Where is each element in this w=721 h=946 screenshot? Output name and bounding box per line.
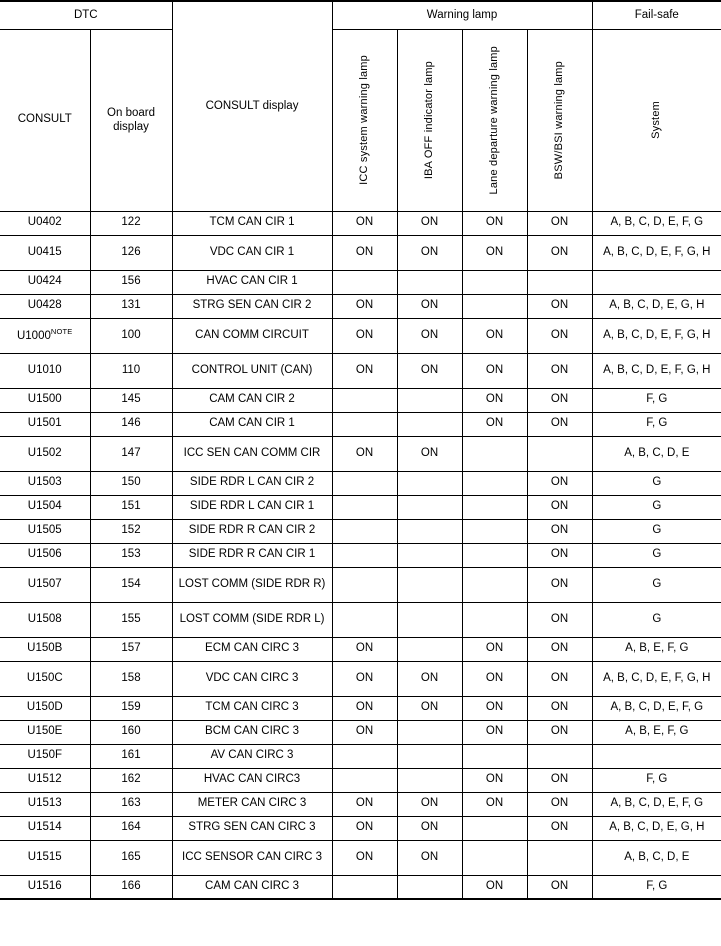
note-superscript: NOTE xyxy=(50,326,73,336)
cell-lamp-iba: ON xyxy=(397,318,462,353)
cell-lamp-icc xyxy=(332,875,397,899)
cell-consult-code: U1505 xyxy=(0,519,90,543)
cell-lamp-bsw xyxy=(527,744,592,768)
cell-lamp-bsw: ON xyxy=(527,471,592,495)
cell-lamp-icc: ON xyxy=(332,436,397,471)
cell-consult-code: U1515 xyxy=(0,840,90,875)
cell-lamp-icc: ON xyxy=(332,235,397,270)
cell-lamp-iba: ON xyxy=(397,792,462,816)
cell-lamp-bsw: ON xyxy=(527,412,592,436)
cell-lamp-lane: ON xyxy=(462,696,527,720)
cell-lamp-icc xyxy=(332,471,397,495)
cell-lamp-lane xyxy=(462,744,527,768)
cell-consult-code: U1508 xyxy=(0,602,90,637)
cell-lamp-icc xyxy=(332,519,397,543)
cell-onboard-display: 158 xyxy=(90,661,172,696)
cell-lamp-icc: ON xyxy=(332,294,397,318)
cell-onboard-display: 145 xyxy=(90,388,172,412)
cell-consult-display: CONTROL UNIT (CAN) xyxy=(172,353,332,388)
cell-lamp-bsw: ON xyxy=(527,495,592,519)
cell-consult-code: U1516 xyxy=(0,875,90,899)
cell-fail-safe-system: A, B, C, D, E, F, G xyxy=(592,696,721,720)
cell-consult-code: U1000$^{NOTE}$ xyxy=(0,318,90,353)
table-row xyxy=(0,388,721,412)
cell-consult-code: U1506 xyxy=(0,543,90,567)
cell-consult-code: U1507 xyxy=(0,567,90,602)
cell-consult-display: CAN COMM CIRCUIT xyxy=(172,318,332,353)
header-system-label: System xyxy=(650,101,663,139)
cell-onboard-display: 165 xyxy=(90,840,172,875)
cell-fail-safe-system: A, B, C, D, E, F, G, H xyxy=(592,353,721,388)
cell-lamp-icc xyxy=(332,270,397,294)
cell-fail-safe-system: A, B, E, F, G xyxy=(592,720,721,744)
cell-fail-safe-system: A, B, C, D, E xyxy=(592,840,721,875)
cell-consult-display: ECM CAN CIRC 3 xyxy=(172,637,332,661)
cell-onboard-display: 166 xyxy=(90,875,172,899)
cell-lamp-bsw: ON xyxy=(527,543,592,567)
cell-lamp-lane xyxy=(462,840,527,875)
cell-lamp-lane: ON xyxy=(462,720,527,744)
cell-lamp-bsw: ON xyxy=(527,875,592,899)
cell-lamp-bsw: ON xyxy=(527,816,592,840)
cell-lamp-lane xyxy=(462,270,527,294)
cell-lamp-iba: ON xyxy=(397,840,462,875)
cell-fail-safe-system: G xyxy=(592,519,721,543)
cell-consult-code: U150D xyxy=(0,696,90,720)
table-row xyxy=(0,471,721,495)
cell-lamp-bsw: ON xyxy=(527,567,592,602)
cell-lamp-iba xyxy=(397,744,462,768)
cell-lamp-lane xyxy=(462,436,527,471)
cell-lamp-icc xyxy=(332,495,397,519)
header-lamp-icc-label: ICC system warning lamp xyxy=(358,55,371,185)
header-lamp-iba-label: IBA OFF indicator lamp xyxy=(423,60,436,180)
cell-lamp-iba: ON xyxy=(397,235,462,270)
cell-lamp-lane: ON xyxy=(462,353,527,388)
cell-fail-safe-system: A, B, C, D, E, F, G xyxy=(592,792,721,816)
cell-lamp-iba xyxy=(397,720,462,744)
cell-onboard-display: 152 xyxy=(90,519,172,543)
cell-lamp-bsw: ON xyxy=(527,696,592,720)
header-lamp-lane-departure xyxy=(462,29,527,211)
table-row xyxy=(0,519,721,543)
cell-lamp-iba: ON xyxy=(397,211,462,235)
table-row xyxy=(0,436,721,471)
cell-onboard-display: 156 xyxy=(90,270,172,294)
table-row xyxy=(0,543,721,567)
cell-fail-safe-system: G xyxy=(592,471,721,495)
cell-fail-safe-system xyxy=(592,270,721,294)
cell-consult-code: U150C xyxy=(0,661,90,696)
table-row xyxy=(0,412,721,436)
cell-lamp-lane: ON xyxy=(462,792,527,816)
cell-lamp-icc xyxy=(332,602,397,637)
cell-consult-display: ICC SENSOR CAN CIRC 3 xyxy=(172,840,332,875)
cell-consult-display: VDC CAN CIR 1 xyxy=(172,235,332,270)
table-row xyxy=(0,294,721,318)
table-row xyxy=(0,875,721,899)
header-group-fail-safe: Fail-safe xyxy=(592,1,721,29)
cell-fail-safe-system: A, B, C, D, E, F, G, H xyxy=(592,661,721,696)
cell-onboard-display: 159 xyxy=(90,696,172,720)
cell-lamp-lane: ON xyxy=(462,211,527,235)
cell-fail-safe-system: A, B, C, D, E, G, H xyxy=(592,816,721,840)
cell-lamp-lane: ON xyxy=(462,318,527,353)
header-lamp-lane-departure-label: Lane departure warning lamp xyxy=(488,45,501,195)
cell-onboard-display: 100 xyxy=(90,318,172,353)
cell-consult-code: U1514 xyxy=(0,816,90,840)
cell-consult-display: TCM CAN CIRC 3 xyxy=(172,696,332,720)
cell-consult-display: SIDE RDR R CAN CIR 1 xyxy=(172,543,332,567)
cell-lamp-icc: ON xyxy=(332,353,397,388)
table-header xyxy=(0,1,721,211)
cell-consult-display: SIDE RDR L CAN CIR 2 xyxy=(172,471,332,495)
header-consult: CONSULT xyxy=(0,29,90,211)
cell-onboard-display: 131 xyxy=(90,294,172,318)
cell-lamp-bsw xyxy=(527,436,592,471)
cell-lamp-bsw xyxy=(527,270,592,294)
cell-fail-safe-system: F, G xyxy=(592,875,721,899)
cell-consult-display: HVAC CAN CIR 1 xyxy=(172,270,332,294)
cell-consult-display: BCM CAN CIRC 3 xyxy=(172,720,332,744)
cell-onboard-display: 110 xyxy=(90,353,172,388)
cell-lamp-iba xyxy=(397,567,462,602)
cell-lamp-icc xyxy=(332,388,397,412)
cell-consult-display: STRG SEN CAN CIRC 3 xyxy=(172,816,332,840)
cell-fail-safe-system: A, B, C, D, E xyxy=(592,436,721,471)
cell-lamp-bsw: ON xyxy=(527,211,592,235)
table-row xyxy=(0,211,721,235)
table-row xyxy=(0,840,721,875)
cell-fail-safe-system: A, B, E, F, G xyxy=(592,637,721,661)
cell-fail-safe-system: G xyxy=(592,567,721,602)
cell-lamp-iba: ON xyxy=(397,436,462,471)
cell-lamp-lane: ON xyxy=(462,235,527,270)
table-row xyxy=(0,744,721,768)
header-onboard-display-line2: display xyxy=(113,121,149,133)
cell-consult-display: ICC SEN CAN COMM CIR xyxy=(172,436,332,471)
cell-lamp-icc xyxy=(332,744,397,768)
cell-lamp-iba xyxy=(397,270,462,294)
cell-lamp-iba xyxy=(397,768,462,792)
cell-consult-display: METER CAN CIRC 3 xyxy=(172,792,332,816)
cell-lamp-bsw: ON xyxy=(527,353,592,388)
cell-onboard-display: 162 xyxy=(90,768,172,792)
cell-lamp-icc xyxy=(332,412,397,436)
cell-consult-code: U0428 xyxy=(0,294,90,318)
cell-lamp-lane xyxy=(462,816,527,840)
cell-onboard-display: 146 xyxy=(90,412,172,436)
cell-lamp-iba xyxy=(397,519,462,543)
cell-fail-safe-system: F, G xyxy=(592,412,721,436)
header-group-dtc: DTC xyxy=(0,1,172,29)
cell-onboard-display: 153 xyxy=(90,543,172,567)
cell-lamp-icc: ON xyxy=(332,792,397,816)
cell-lamp-lane: ON xyxy=(462,661,527,696)
cell-lamp-icc xyxy=(332,768,397,792)
header-sub-row xyxy=(0,29,721,211)
cell-lamp-icc xyxy=(332,543,397,567)
cell-consult-code: U1501 xyxy=(0,412,90,436)
cell-lamp-iba: ON xyxy=(397,661,462,696)
cell-consult-display: TCM CAN CIR 1 xyxy=(172,211,332,235)
header-consult-display: CONSULT display xyxy=(172,1,332,211)
table-row xyxy=(0,637,721,661)
cell-consult-code: U150B xyxy=(0,637,90,661)
cell-lamp-icc: ON xyxy=(332,637,397,661)
cell-consult-display: HVAC CAN CIRC3 xyxy=(172,768,332,792)
cell-lamp-bsw: ON xyxy=(527,637,592,661)
cell-lamp-icc: ON xyxy=(332,816,397,840)
cell-lamp-iba: ON xyxy=(397,353,462,388)
table-row xyxy=(0,661,721,696)
cell-onboard-display: 122 xyxy=(90,211,172,235)
cell-fail-safe-system: G xyxy=(592,602,721,637)
cell-onboard-display: 160 xyxy=(90,720,172,744)
cell-lamp-iba xyxy=(397,602,462,637)
cell-consult-code: U150F xyxy=(0,744,90,768)
cell-fail-safe-system: G xyxy=(592,543,721,567)
cell-consult-display: SIDE RDR R CAN CIR 2 xyxy=(172,519,332,543)
cell-lamp-icc: ON xyxy=(332,696,397,720)
cell-lamp-iba: ON xyxy=(397,294,462,318)
table-row xyxy=(0,567,721,602)
cell-lamp-iba: ON xyxy=(397,816,462,840)
cell-lamp-bsw: ON xyxy=(527,318,592,353)
cell-onboard-display: 163 xyxy=(90,792,172,816)
cell-consult-display: LOST COMM (SIDE RDR R) xyxy=(172,567,332,602)
cell-consult-display: CAM CAN CIR 2 xyxy=(172,388,332,412)
cell-onboard-display: 150 xyxy=(90,471,172,495)
cell-lamp-lane xyxy=(462,602,527,637)
header-lamp-iba xyxy=(397,29,462,211)
cell-consult-display: LOST COMM (SIDE RDR L) xyxy=(172,602,332,637)
cell-onboard-display: 155 xyxy=(90,602,172,637)
header-onboard-display xyxy=(90,29,172,211)
cell-consult-code: U1504 xyxy=(0,495,90,519)
table-body xyxy=(0,211,721,899)
cell-consult-code: U0402 xyxy=(0,211,90,235)
cell-lamp-bsw: ON xyxy=(527,602,592,637)
cell-consult-display: VDC CAN CIRC 3 xyxy=(172,661,332,696)
cell-lamp-iba xyxy=(397,543,462,567)
cell-lamp-icc: ON xyxy=(332,720,397,744)
cell-fail-safe-system: A, B, C, D, E, F, G, H xyxy=(592,235,721,270)
cell-lamp-icc: ON xyxy=(332,211,397,235)
table-row xyxy=(0,495,721,519)
table-row xyxy=(0,792,721,816)
cell-lamp-iba: ON xyxy=(397,696,462,720)
cell-fail-safe-system: G xyxy=(592,495,721,519)
cell-onboard-display: 164 xyxy=(90,816,172,840)
cell-lamp-bsw: ON xyxy=(527,792,592,816)
table-row xyxy=(0,235,721,270)
header-system xyxy=(592,29,721,211)
cell-consult-code: U0415 xyxy=(0,235,90,270)
cell-lamp-lane xyxy=(462,495,527,519)
cell-lamp-iba xyxy=(397,388,462,412)
cell-consult-display: AV CAN CIRC 3 xyxy=(172,744,332,768)
cell-lamp-lane: ON xyxy=(462,768,527,792)
cell-lamp-lane: ON xyxy=(462,875,527,899)
cell-consult-display: STRG SEN CAN CIR 2 xyxy=(172,294,332,318)
cell-lamp-iba xyxy=(397,637,462,661)
cell-consult-code: U1503 xyxy=(0,471,90,495)
table-row xyxy=(0,816,721,840)
cell-consult-code: U1502 xyxy=(0,436,90,471)
cell-lamp-icc: ON xyxy=(332,318,397,353)
cell-lamp-icc: ON xyxy=(332,840,397,875)
cell-onboard-display: 157 xyxy=(90,637,172,661)
cell-fail-safe-system xyxy=(592,744,721,768)
header-lamp-icc xyxy=(332,29,397,211)
cell-consult-code: U1512 xyxy=(0,768,90,792)
cell-lamp-lane xyxy=(462,519,527,543)
cell-onboard-display: 147 xyxy=(90,436,172,471)
header-lamp-bsw-bsi-label: BSW/BSI warning lamp xyxy=(553,60,566,180)
cell-fail-safe-system: F, G xyxy=(592,388,721,412)
cell-consult-code: U1500 xyxy=(0,388,90,412)
header-group-warning-lamp: Warning lamp xyxy=(332,1,592,29)
cell-lamp-bsw: ON xyxy=(527,661,592,696)
cell-lamp-iba xyxy=(397,495,462,519)
cell-onboard-display: 161 xyxy=(90,744,172,768)
cell-consult-display: CAM CAN CIR 1 xyxy=(172,412,332,436)
header-onboard-display-line1: On board xyxy=(107,106,155,119)
cell-onboard-display: 151 xyxy=(90,495,172,519)
cell-onboard-display: 126 xyxy=(90,235,172,270)
cell-lamp-bsw: ON xyxy=(527,519,592,543)
cell-lamp-lane: ON xyxy=(462,388,527,412)
cell-lamp-iba xyxy=(397,471,462,495)
cell-lamp-bsw: ON xyxy=(527,235,592,270)
table-row xyxy=(0,270,721,294)
cell-consult-code: U1010 xyxy=(0,353,90,388)
cell-fail-safe-system: F, G xyxy=(592,768,721,792)
cell-lamp-lane xyxy=(462,567,527,602)
cell-lamp-lane: ON xyxy=(462,412,527,436)
table-row xyxy=(0,602,721,637)
cell-consult-code: U150E xyxy=(0,720,90,744)
cell-consult-code: U1513 xyxy=(0,792,90,816)
table-row xyxy=(0,318,721,353)
cell-lamp-lane: ON xyxy=(462,637,527,661)
cell-lamp-lane xyxy=(462,294,527,318)
table-row xyxy=(0,720,721,744)
header-lamp-bsw-bsi xyxy=(527,29,592,211)
cell-lamp-icc xyxy=(332,567,397,602)
cell-lamp-lane xyxy=(462,471,527,495)
table-row xyxy=(0,353,721,388)
cell-consult-display: SIDE RDR L CAN CIR 1 xyxy=(172,495,332,519)
cell-fail-safe-system: A, B, C, D, E, F, G xyxy=(592,211,721,235)
cell-lamp-bsw: ON xyxy=(527,768,592,792)
cell-lamp-lane xyxy=(462,543,527,567)
cell-lamp-bsw: ON xyxy=(527,294,592,318)
cell-lamp-iba xyxy=(397,875,462,899)
cell-lamp-iba xyxy=(397,412,462,436)
cell-lamp-bsw: ON xyxy=(527,720,592,744)
cell-lamp-icc: ON xyxy=(332,661,397,696)
cell-fail-safe-system: A, B, C, D, E, F, G, H xyxy=(592,318,721,353)
cell-lamp-bsw: ON xyxy=(527,388,592,412)
cell-lamp-bsw xyxy=(527,840,592,875)
cell-onboard-display: 154 xyxy=(90,567,172,602)
table-row xyxy=(0,768,721,792)
cell-consult-code: U0424 xyxy=(0,270,90,294)
table-row xyxy=(0,696,721,720)
header-group-row xyxy=(0,1,721,29)
cell-consult-display: CAM CAN CIRC 3 xyxy=(172,875,332,899)
cell-fail-safe-system: A, B, C, D, E, G, H xyxy=(592,294,721,318)
